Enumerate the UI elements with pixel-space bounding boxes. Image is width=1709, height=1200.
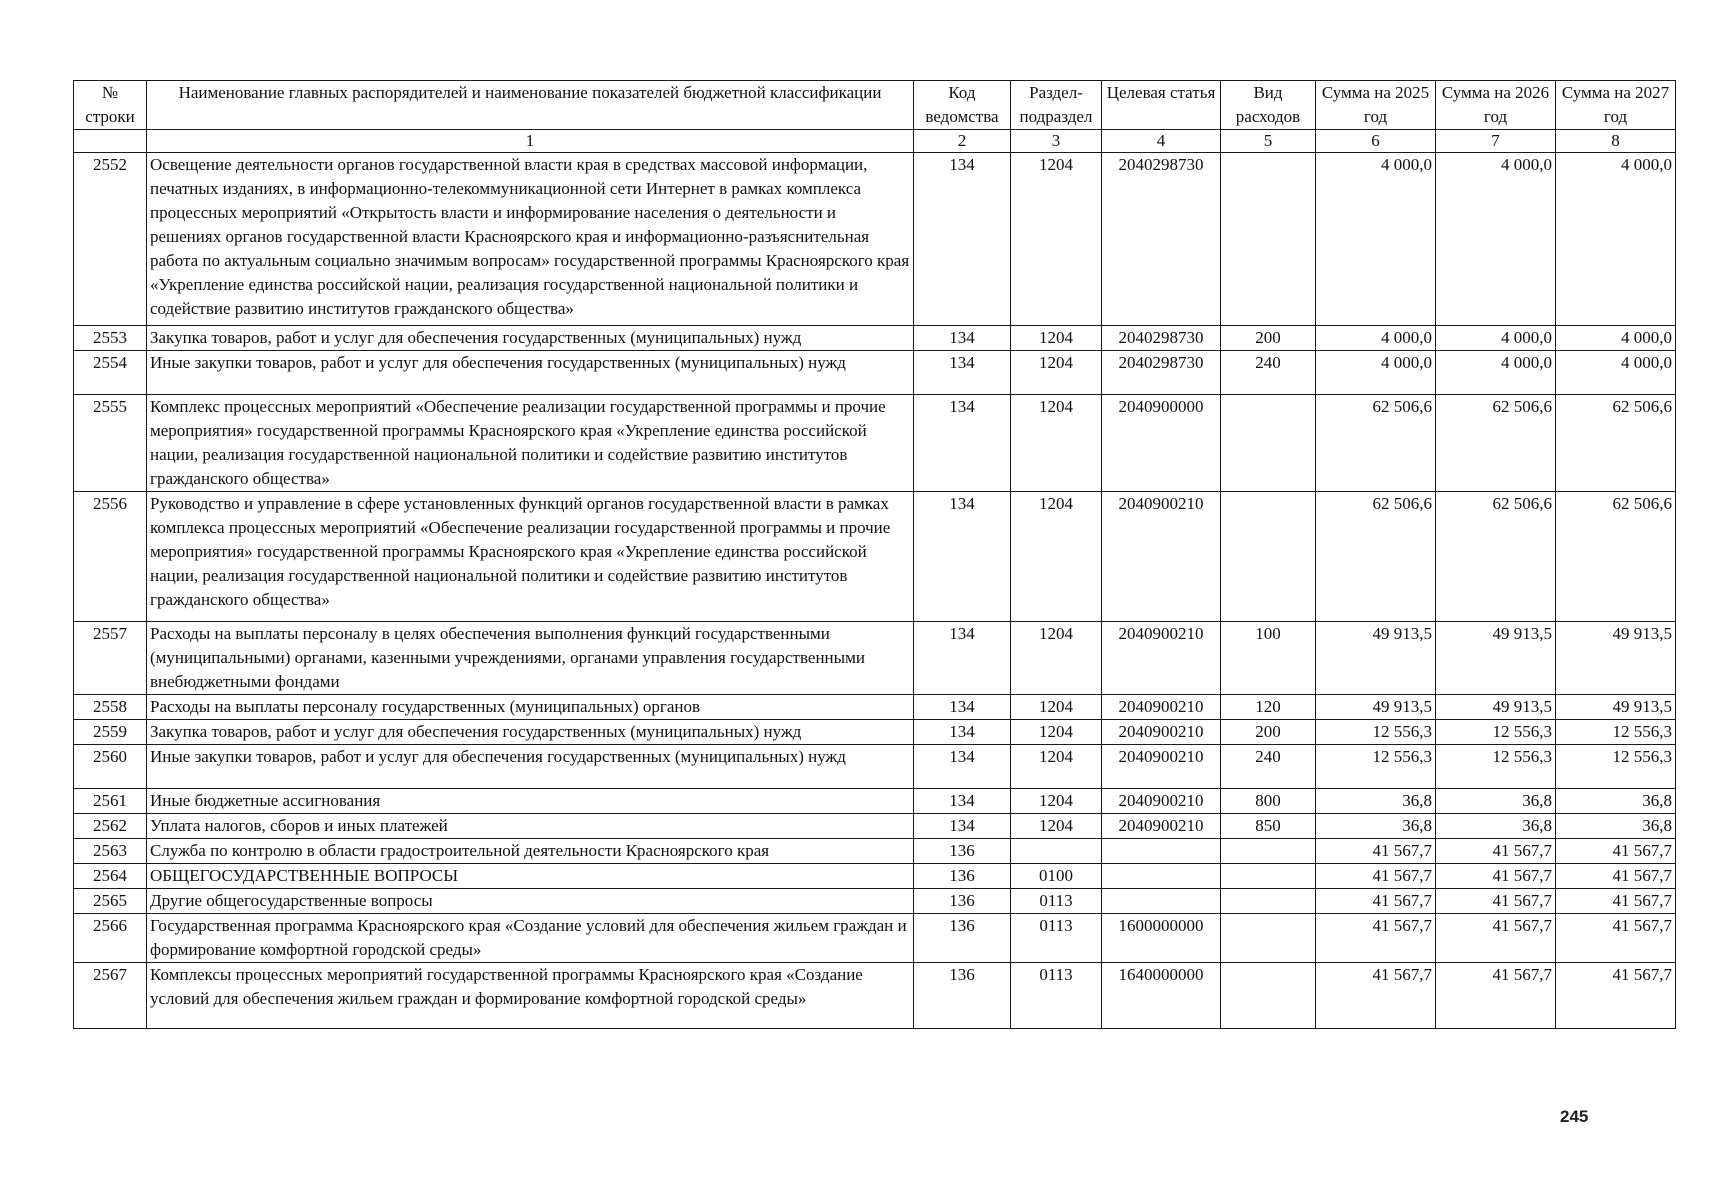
row-dept-code: 134	[914, 814, 1011, 839]
row-name: Государственная программа Красноярского края «Создание условий для обеспечения жильем граждан и формирование комфортной городской среды»	[147, 914, 914, 963]
row-target	[1102, 839, 1221, 864]
row-sum-2027: 62 506,6	[1556, 492, 1676, 622]
row-dept-code: 136	[914, 839, 1011, 864]
row-dept-code: 136	[914, 963, 1011, 1029]
row-target: 1640000000	[1102, 963, 1221, 1029]
row-number: 2561	[74, 789, 147, 814]
row-sum-2027: 4 000,0	[1556, 326, 1676, 351]
row-sum-2027: 4 000,0	[1556, 351, 1676, 395]
table-row	[74, 839, 1676, 864]
row-sum-2025: 41 567,7	[1316, 914, 1436, 963]
row-dept-code: 134	[914, 153, 1011, 326]
row-section: 1204	[1011, 395, 1102, 492]
row-section: 1204	[1011, 351, 1102, 395]
row-target: 2040900210	[1102, 492, 1221, 622]
row-expense-type: 200	[1221, 326, 1316, 351]
header-target: Целевая статья	[1102, 81, 1221, 130]
header-sum-2027: Сумма на 2027 год	[1556, 81, 1676, 130]
table-row	[74, 622, 1676, 695]
row-target: 2040298730	[1102, 326, 1221, 351]
row-section: 0113	[1011, 914, 1102, 963]
row-target	[1102, 864, 1221, 889]
table-row	[74, 492, 1676, 622]
row-sum-2025: 49 913,5	[1316, 695, 1436, 720]
row-expense-type	[1221, 914, 1316, 963]
row-sum-2027: 41 567,7	[1556, 839, 1676, 864]
header-sum-2025: Сумма на 2025 год	[1316, 81, 1436, 130]
table-row	[74, 789, 1676, 814]
row-sum-2027: 49 913,5	[1556, 695, 1676, 720]
row-sum-2026: 41 567,7	[1436, 963, 1556, 1029]
row-sum-2026: 49 913,5	[1436, 695, 1556, 720]
row-section: 1204	[1011, 153, 1102, 326]
row-sum-2025: 4 000,0	[1316, 351, 1436, 395]
row-name: Комплекс процессных мероприятий «Обеспечение реализации государственной программы и прочие мероприятия» государственной программы Красноярского края «Укрепление единства российской нации, реализация государственной национальной политики и содействие развитию институтов гражданского общества»	[147, 395, 914, 492]
row-target	[1102, 889, 1221, 914]
row-sum-2026: 4 000,0	[1436, 326, 1556, 351]
row-expense-type: 850	[1221, 814, 1316, 839]
row-target: 2040900210	[1102, 814, 1221, 839]
row-number: 2553	[74, 326, 147, 351]
row-expense-type: 240	[1221, 351, 1316, 395]
row-section: 1204	[1011, 492, 1102, 622]
table-row	[74, 326, 1676, 351]
row-target: 2040900210	[1102, 695, 1221, 720]
row-name: ОБЩЕГОСУДАРСТВЕННЫЕ ВОПРОСЫ	[147, 864, 914, 889]
row-number: 2554	[74, 351, 147, 395]
row-sum-2027: 49 913,5	[1556, 622, 1676, 695]
row-expense-type	[1221, 492, 1316, 622]
row-target: 2040298730	[1102, 351, 1221, 395]
row-number: 2552	[74, 153, 147, 326]
row-expense-type	[1221, 889, 1316, 914]
header-row-no: № строки	[74, 81, 147, 130]
row-sum-2027: 41 567,7	[1556, 963, 1676, 1029]
budget-table	[73, 80, 1676, 1029]
row-sum-2025: 36,8	[1316, 814, 1436, 839]
row-sum-2026: 4 000,0	[1436, 153, 1556, 326]
row-expense-type: 200	[1221, 720, 1316, 745]
row-dept-code: 134	[914, 720, 1011, 745]
row-expense-type	[1221, 395, 1316, 492]
row-dept-code: 136	[914, 914, 1011, 963]
row-section: 0100	[1011, 864, 1102, 889]
row-sum-2025: 4 000,0	[1316, 326, 1436, 351]
row-target: 2040900210	[1102, 789, 1221, 814]
row-expense-type: 800	[1221, 789, 1316, 814]
row-section: 1204	[1011, 789, 1102, 814]
header-dept-code: Код ведомства	[914, 81, 1011, 130]
table-row	[74, 963, 1676, 1029]
table-row	[74, 695, 1676, 720]
row-sum-2026: 4 000,0	[1436, 351, 1556, 395]
row-name: Освещение деятельности органов государственной власти края в средствах массовой информации, печатных изданиях, в информационно-телекоммуникационной сети Интернет в рамках комплекса процессных мероприятий «Открытость власти и информирование населения о деятельности и решениях органов государственной власти Красноярского края и информационно-разъяснительная работа по актуальным социально значимым вопросам» государственной программы Красноярского края «Укрепление единства российской нации, реализация государственной национальной политики и содействие развитию институтов гражданского общества»	[147, 153, 914, 326]
table-row	[74, 914, 1676, 963]
row-number: 2560	[74, 745, 147, 789]
row-name: Закупка товаров, работ и услуг для обеспечения государственных (муниципальных) нужд	[147, 326, 914, 351]
table-header	[74, 81, 1676, 153]
table-row	[74, 745, 1676, 789]
row-section: 1204	[1011, 745, 1102, 789]
row-section	[1011, 839, 1102, 864]
column-number: 2	[914, 130, 1011, 153]
row-dept-code: 134	[914, 789, 1011, 814]
row-section: 1204	[1011, 622, 1102, 695]
row-section: 1204	[1011, 695, 1102, 720]
header-expense-type: Вид расходов	[1221, 81, 1316, 130]
row-number: 2556	[74, 492, 147, 622]
row-sum-2026: 62 506,6	[1436, 395, 1556, 492]
table-row	[74, 351, 1676, 395]
row-dept-code: 134	[914, 395, 1011, 492]
page-number: 245	[1560, 1107, 1589, 1126]
row-sum-2026: 12 556,3	[1436, 745, 1556, 789]
row-expense-type	[1221, 963, 1316, 1029]
row-section: 1204	[1011, 326, 1102, 351]
row-sum-2025: 36,8	[1316, 789, 1436, 814]
row-target: 2040900210	[1102, 622, 1221, 695]
row-sum-2025: 49 913,5	[1316, 622, 1436, 695]
row-number: 2563	[74, 839, 147, 864]
row-number: 2559	[74, 720, 147, 745]
row-section: 1204	[1011, 720, 1102, 745]
row-name: Закупка товаров, работ и услуг для обеспечения государственных (муниципальных) нужд	[147, 720, 914, 745]
row-sum-2025: 41 567,7	[1316, 864, 1436, 889]
row-name: Служба по контролю в области градостроительной деятельности Красноярского края	[147, 839, 914, 864]
header-section: Раздел-подраздел	[1011, 81, 1102, 130]
row-expense-type: 120	[1221, 695, 1316, 720]
column-number: 8	[1556, 130, 1676, 153]
row-name: Иные бюджетные ассигнования	[147, 789, 914, 814]
column-number-blank	[74, 130, 147, 153]
row-section: 0113	[1011, 963, 1102, 1029]
row-name: Расходы на выплаты персоналу государственных (муниципальных) органов	[147, 695, 914, 720]
row-sum-2025: 4 000,0	[1316, 153, 1436, 326]
row-name: Иные закупки товаров, работ и услуг для обеспечения государственных (муниципальных) нужд	[147, 351, 914, 395]
row-sum-2026: 41 567,7	[1436, 864, 1556, 889]
row-sum-2025: 62 506,6	[1316, 492, 1436, 622]
table-row	[74, 889, 1676, 914]
row-number: 2555	[74, 395, 147, 492]
row-target: 1600000000	[1102, 914, 1221, 963]
column-number: 6	[1316, 130, 1436, 153]
row-sum-2025: 12 556,3	[1316, 745, 1436, 789]
row-expense-type	[1221, 839, 1316, 864]
row-number: 2565	[74, 889, 147, 914]
table-row	[74, 864, 1676, 889]
row-sum-2026: 36,8	[1436, 789, 1556, 814]
row-sum-2026: 62 506,6	[1436, 492, 1556, 622]
row-sum-2027: 41 567,7	[1556, 864, 1676, 889]
row-name: Расходы на выплаты персоналу в целях обеспечения выполнения функций государственными (муниципальными) органами, казенными учреждениями, органами управления государственными внебюджетными фондами	[147, 622, 914, 695]
row-sum-2026: 41 567,7	[1436, 889, 1556, 914]
row-name: Иные закупки товаров, работ и услуг для обеспечения государственных (муниципальных) нужд	[147, 745, 914, 789]
column-number: 3	[1011, 130, 1102, 153]
column-number: 5	[1221, 130, 1316, 153]
row-target: 2040900210	[1102, 720, 1221, 745]
row-dept-code: 134	[914, 745, 1011, 789]
row-target: 2040900210	[1102, 745, 1221, 789]
table-row	[74, 814, 1676, 839]
row-expense-type: 240	[1221, 745, 1316, 789]
row-expense-type	[1221, 864, 1316, 889]
row-section: 1204	[1011, 814, 1102, 839]
row-section: 0113	[1011, 889, 1102, 914]
row-number: 2562	[74, 814, 147, 839]
table-body	[74, 153, 1676, 1029]
row-dept-code: 134	[914, 351, 1011, 395]
table-row	[74, 720, 1676, 745]
row-sum-2025: 41 567,7	[1316, 889, 1436, 914]
row-dept-code: 134	[914, 326, 1011, 351]
header-sum-2026: Сумма на 2026 год	[1436, 81, 1556, 130]
row-dept-code: 134	[914, 622, 1011, 695]
row-expense-type: 100	[1221, 622, 1316, 695]
row-sum-2026: 49 913,5	[1436, 622, 1556, 695]
row-number: 2564	[74, 864, 147, 889]
row-dept-code: 136	[914, 864, 1011, 889]
column-number: 7	[1436, 130, 1556, 153]
row-sum-2025: 41 567,7	[1316, 839, 1436, 864]
row-name: Уплата налогов, сборов и иных платежей	[147, 814, 914, 839]
row-sum-2027: 41 567,7	[1556, 914, 1676, 963]
row-name: Другие общегосударственные вопросы	[147, 889, 914, 914]
row-sum-2027: 4 000,0	[1556, 153, 1676, 326]
row-number: 2558	[74, 695, 147, 720]
row-name: Руководство и управление в сфере установленных функций органов государственной власти в рамках комплекса процессных мероприятий «Обеспечение реализации государственной программы и прочие мероприятия» государственной программы Красноярского края «Укрепление единства российской нации, реализация государственной национальной политики и содействие развитию институтов гражданского общества»	[147, 492, 914, 622]
column-number: 4	[1102, 130, 1221, 153]
table-row	[74, 395, 1676, 492]
row-sum-2027: 36,8	[1556, 814, 1676, 839]
row-sum-2026: 12 556,3	[1436, 720, 1556, 745]
row-sum-2025: 41 567,7	[1316, 963, 1436, 1029]
row-sum-2027: 12 556,3	[1556, 745, 1676, 789]
row-dept-code: 136	[914, 889, 1011, 914]
row-sum-2025: 62 506,6	[1316, 395, 1436, 492]
row-target: 2040298730	[1102, 153, 1221, 326]
row-sum-2027: 12 556,3	[1556, 720, 1676, 745]
row-number: 2566	[74, 914, 147, 963]
table-row	[74, 153, 1676, 326]
row-dept-code: 134	[914, 492, 1011, 622]
row-number: 2567	[74, 963, 147, 1029]
row-expense-type	[1221, 153, 1316, 326]
row-number: 2557	[74, 622, 147, 695]
row-sum-2026: 41 567,7	[1436, 914, 1556, 963]
row-sum-2025: 12 556,3	[1316, 720, 1436, 745]
row-sum-2026: 36,8	[1436, 814, 1556, 839]
row-sum-2027: 36,8	[1556, 789, 1676, 814]
row-dept-code: 134	[914, 695, 1011, 720]
row-sum-2026: 41 567,7	[1436, 839, 1556, 864]
column-number: 1	[147, 130, 914, 153]
row-sum-2027: 41 567,7	[1556, 889, 1676, 914]
row-target: 2040900000	[1102, 395, 1221, 492]
row-sum-2027: 62 506,6	[1556, 395, 1676, 492]
row-name: Комплексы процессных мероприятий государственной программы Красноярского края «Создание условий для обеспечения жильем граждан и формирование комфортной городской среды»	[147, 963, 914, 1029]
header-name: Наименование главных распорядителей и наименование показателей бюджетной классификации	[147, 81, 914, 130]
